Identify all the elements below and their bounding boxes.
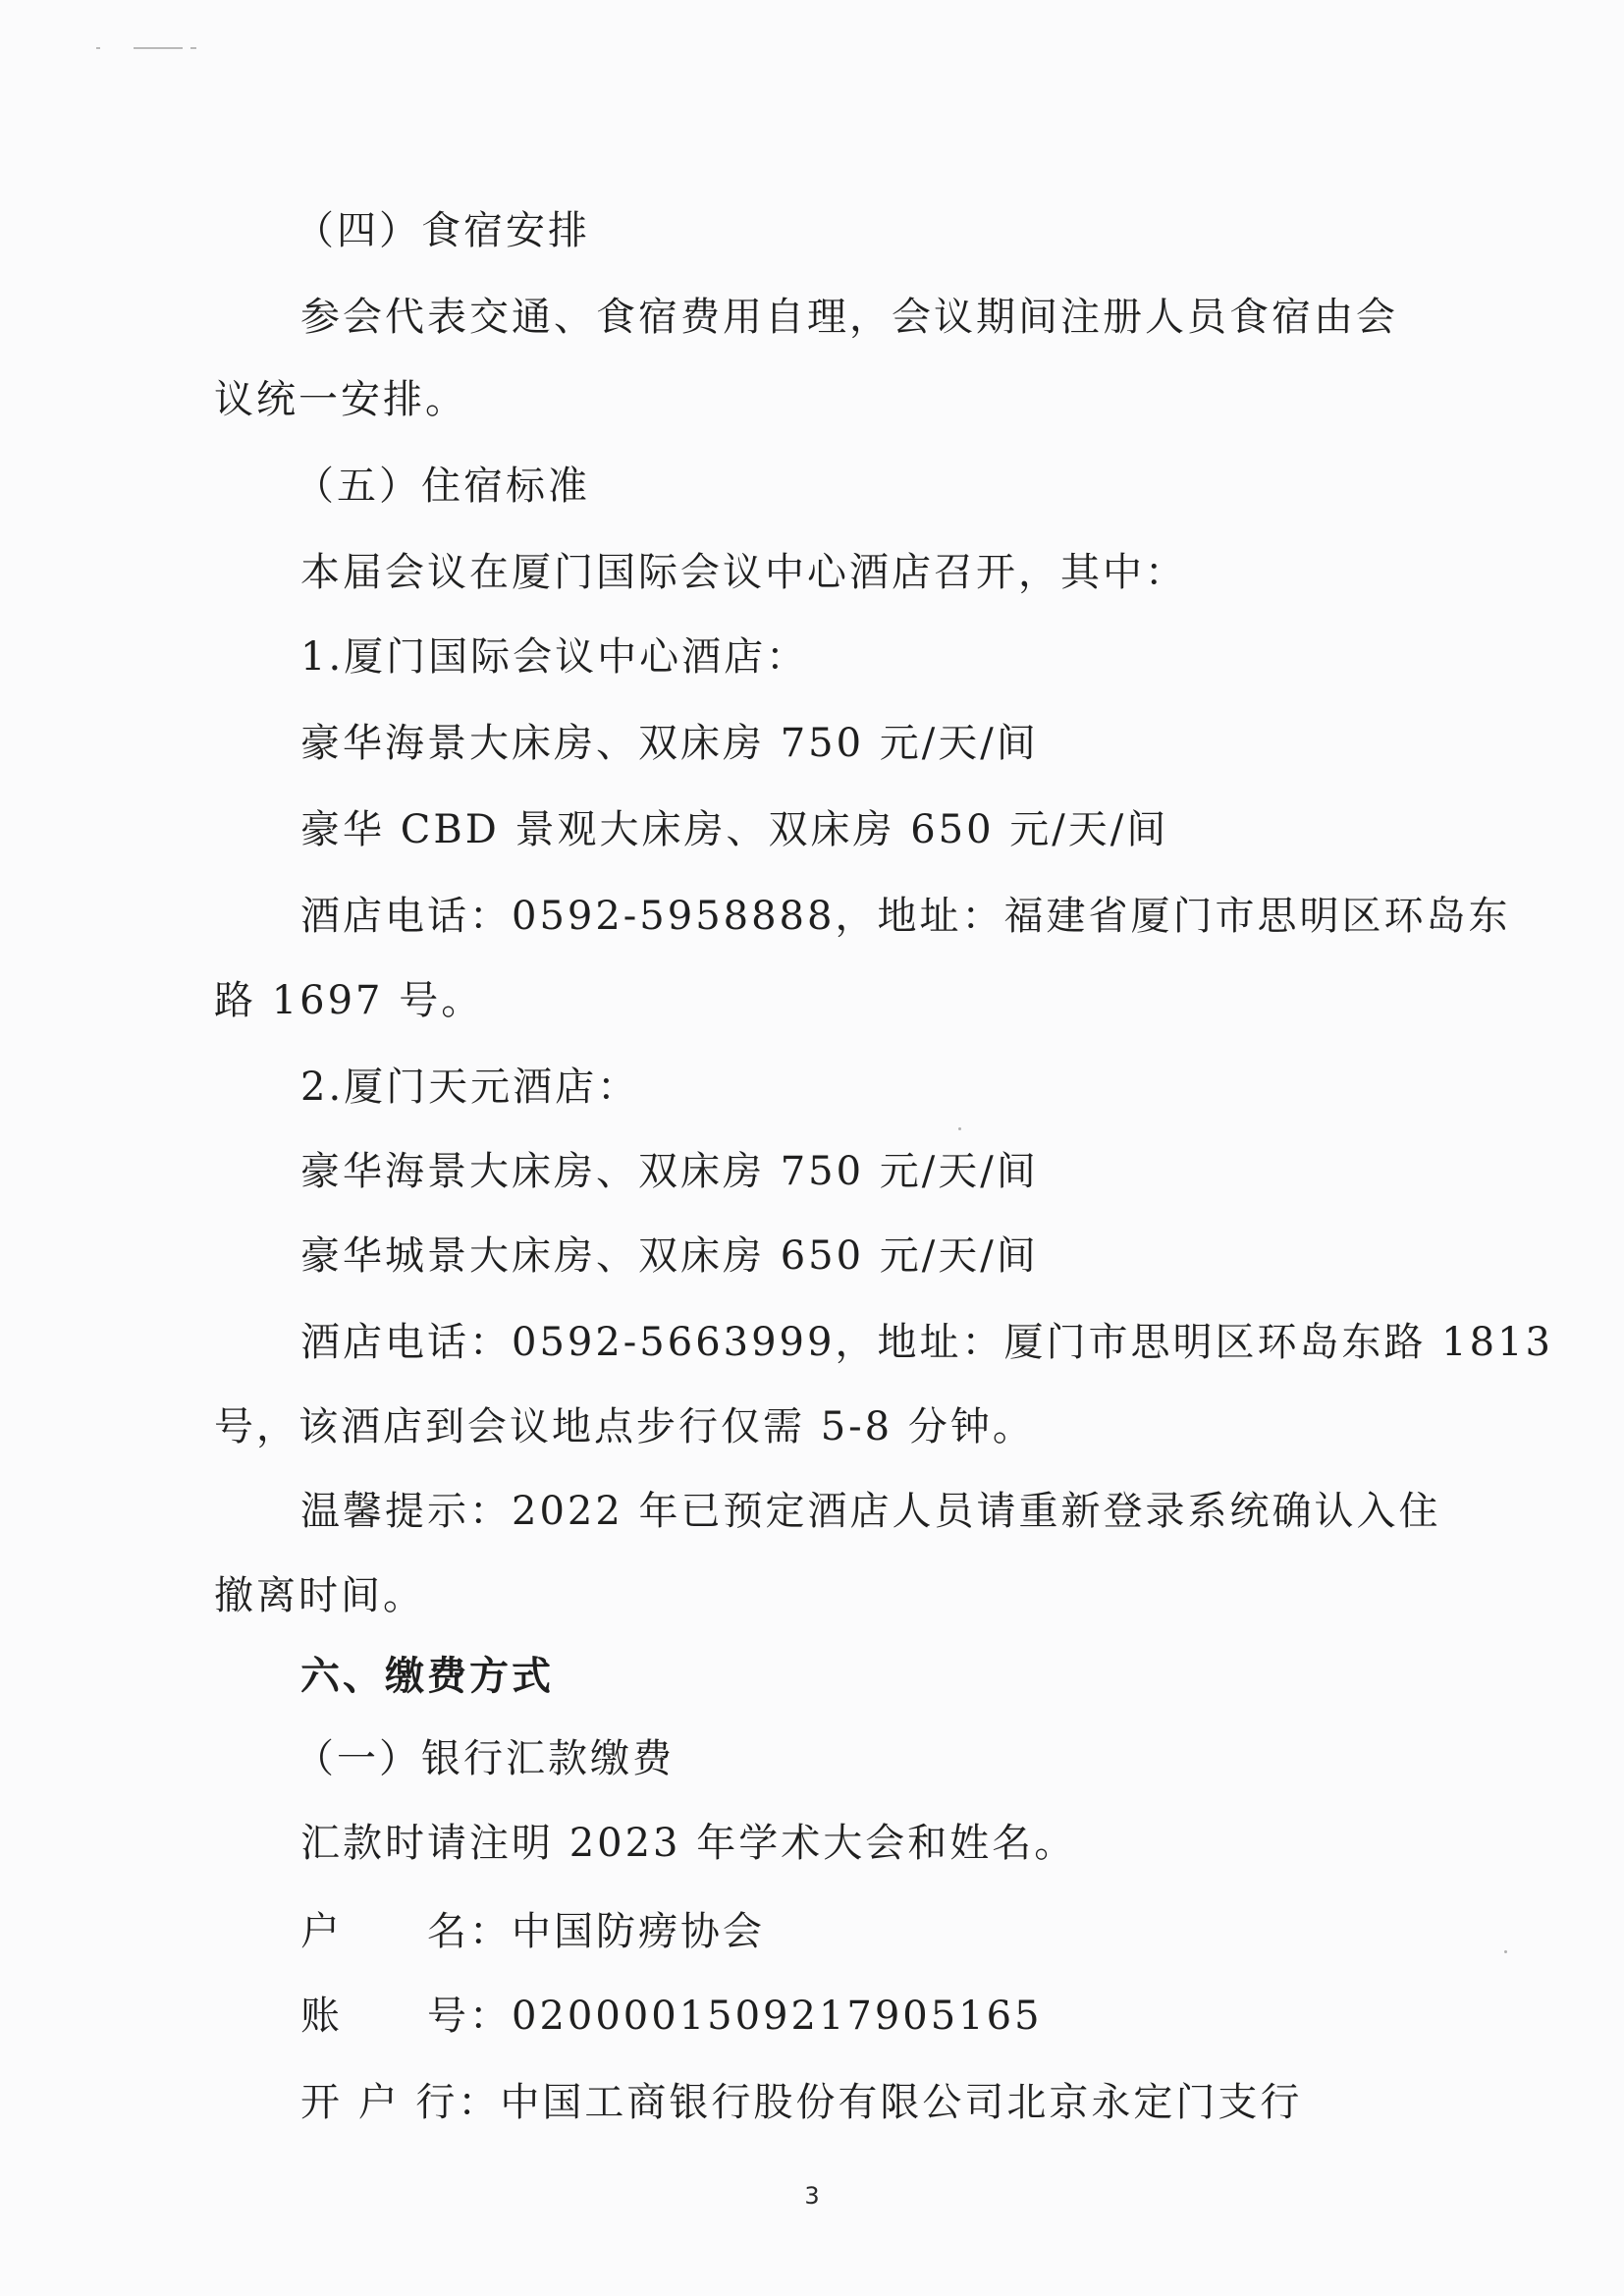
paragraph-line: 参会代表交通、食宿费用自理，会议期间注册人员食宿由会 [300,295,1398,340]
hotel-2-room-rate: 豪华城景大床房、双床房 650 元/天/间 [300,1233,1039,1279]
section-heading-lodging-standard: （五）住宿标准 [295,464,590,509]
scan-artifact [96,43,204,53]
hotel-2-name: 2.厦门天元酒店： [300,1065,640,1110]
account-name: 户 名：中国防痨协会 [300,1909,765,1954]
paragraph-line: 本届会议在厦门国际会议中心酒店召开，其中： [300,550,1187,595]
reminder-note: 温馨提示：2022 年已预定酒店人员请重新登录系统确认入住 [300,1489,1441,1534]
section-heading-meals-lodging: （四）食宿安排 [295,208,590,253]
hotel-1-contact: 酒店电话：0592-5958888，地址：福建省厦门市思明区环岛东 [300,894,1511,939]
section-heading-payment: 六、缴费方式 [300,1654,554,1699]
paragraph-line: 议统一安排。 [214,377,467,422]
account-number: 账 号：0200001509217905165 [300,1994,1043,2039]
reminder-note: 撤离时间。 [214,1573,425,1618]
hotel-1-room-rate: 豪华海景大床房、双床房 750 元/天/间 [300,721,1039,766]
hotel-1-name: 1.厦门国际会议中心酒店： [300,634,809,680]
paragraph-line: 汇款时请注明 2023 年学术大会和姓名。 [300,1821,1077,1866]
hotel-1-room-rate: 豪华 CBD 景观大床房、双床房 650 元/天/间 [300,807,1169,852]
scan-speck [958,1127,961,1130]
scan-speck [1504,1950,1507,1953]
hotel-2-room-rate: 豪华海景大床房、双床房 750 元/天/间 [300,1149,1039,1194]
hotel-2-contact: 号，该酒店到会议地点步行仅需 5-8 分钟。 [214,1404,1035,1449]
subsection-heading-bank-transfer: （一）银行汇款缴费 [295,1736,675,1781]
bank-branch: 开 户 行：中国工商银行股份有限公司北京永定门支行 [300,2080,1303,2125]
page-number: 3 [804,2182,820,2210]
hotel-2-contact: 酒店电话：0592-5663999，地址：厦门市思明区环岛东路 1813 [300,1320,1553,1365]
hotel-1-contact: 路 1697 号。 [214,978,484,1023]
